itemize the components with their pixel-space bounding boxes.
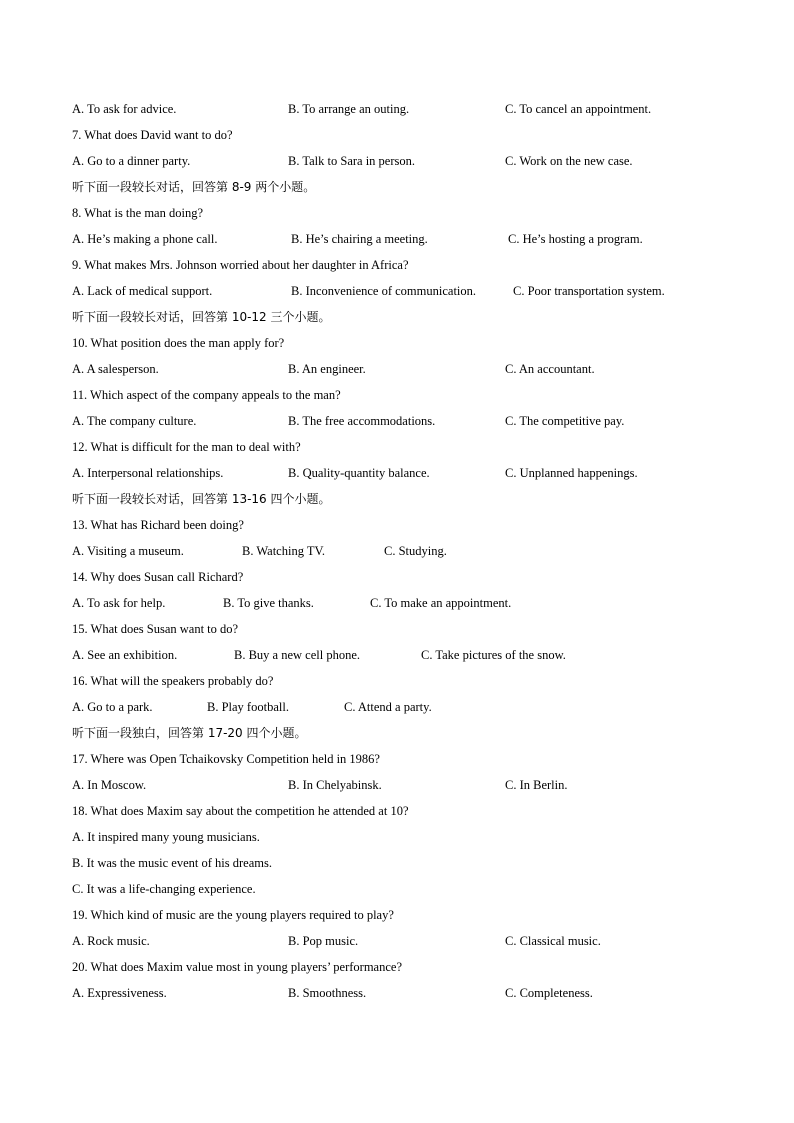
question-15: 15. What does Susan want to do? [72,622,239,636]
option-b: B. Buy a new cell phone. [234,648,361,662]
option-b: B. The free accommodations. [288,414,436,428]
question-18: 18. What does Maxim say about the competition he attended at 10? [72,804,409,818]
option-c: C. To make an appointment. [370,596,512,610]
option-a: A. To ask for help. [72,596,166,610]
option-c: C. The competitive pay. [505,414,625,428]
option-c: C. He’s hosting a program. [508,232,643,246]
question-19: 19. Which kind of music are the young players required to play? [72,908,394,922]
option-a: A. Interpersonal relationships. [72,466,224,480]
option-a: A. In Moscow. [72,778,147,792]
option-a: A. He’s making a phone call. [72,232,218,246]
option-c: C. Attend a party. [344,700,432,714]
option-c: C. An accountant. [505,362,595,376]
question-20: 20. What does Maxim value most in young players’ performance? [72,960,402,974]
option-b: B. Pop music. [288,934,359,948]
option-a: A. See an exhibition. [72,648,178,662]
question-7: 7. What does David want to do? [72,128,233,142]
option-b: B. It was the music event of his dreams. [72,856,272,870]
option-c: C. Classical music. [505,934,601,948]
option-c: C. In Berlin. [505,778,568,792]
section-instruction-17-20: 听下面一段独白，回答第 17-20 四个小题。 [72,726,307,740]
question-16: 16. What will the speakers probably do? [72,674,274,688]
option-a: A. To ask for advice. [72,102,177,116]
option-b: B. Talk to Sara in person. [288,154,416,168]
option-b: B. Inconvenience of communication. [291,284,477,298]
question-12: 12. What is difficult for the man to deal with? [72,440,301,454]
option-b: B. To give thanks. [223,596,314,610]
option-c: C. Studying. [384,544,447,558]
question-8: 8. What is the man doing? [72,206,203,220]
section-instruction-8-9: 听下面一段较长对话，回答第 8-9 两个小题。 [72,180,316,194]
section-instruction-13-16: 听下面一段较长对话，回答第 13-16 四个小题。 [72,492,331,506]
question-9: 9. What makes Mrs. Johnson worried about her daughter in Africa? [72,258,409,272]
option-a: A. Expressiveness. [72,986,167,1000]
option-a: A. Go to a park. [72,700,153,714]
question-11: 11. Which aspect of the company appeals to the man? [72,388,341,402]
question-17: 17. Where was Open Tchaikovsky Competition held in 1986? [72,752,380,766]
option-c: C. Completeness. [505,986,593,1000]
option-a: A. Go to a dinner party. [72,154,191,168]
question-13: 13. What has Richard been doing? [72,518,244,532]
option-b: B. To arrange an outing. [288,102,410,116]
option-a: A. It inspired many young musicians. [72,830,260,844]
question-10: 10. What position does the man apply for? [72,336,285,350]
option-a: A. Lack of medical support. [72,284,213,298]
option-b: B. Watching TV. [242,544,326,558]
option-b: B. Play football. [207,700,289,714]
option-b: B. He’s chairing a meeting. [291,232,428,246]
option-b: B. In Chelyabinsk. [288,778,382,792]
option-a: A. Rock music. [72,934,150,948]
option-c: C. Take pictures of the snow. [421,648,566,662]
option-a: A. The company culture. [72,414,197,428]
option-b: B. Quality-quantity balance. [288,466,430,480]
option-b: B. Smoothness. [288,986,367,1000]
option-c: C. To cancel an appointment. [505,102,652,116]
option-c: C. Work on the new case. [505,154,633,168]
option-c: C. Poor transportation system. [513,284,665,298]
section-instruction-10-12: 听下面一段较长对话，回答第 10-12 三个小题。 [72,310,331,324]
question-14: 14. Why does Susan call Richard? [72,570,244,584]
option-a: A. Visiting a museum. [72,544,184,558]
option-c: C. Unplanned happenings. [505,466,638,480]
option-a: A. A salesperson. [72,362,159,376]
option-b: B. An engineer. [288,362,366,376]
option-c: C. It was a life-changing experience. [72,882,256,896]
